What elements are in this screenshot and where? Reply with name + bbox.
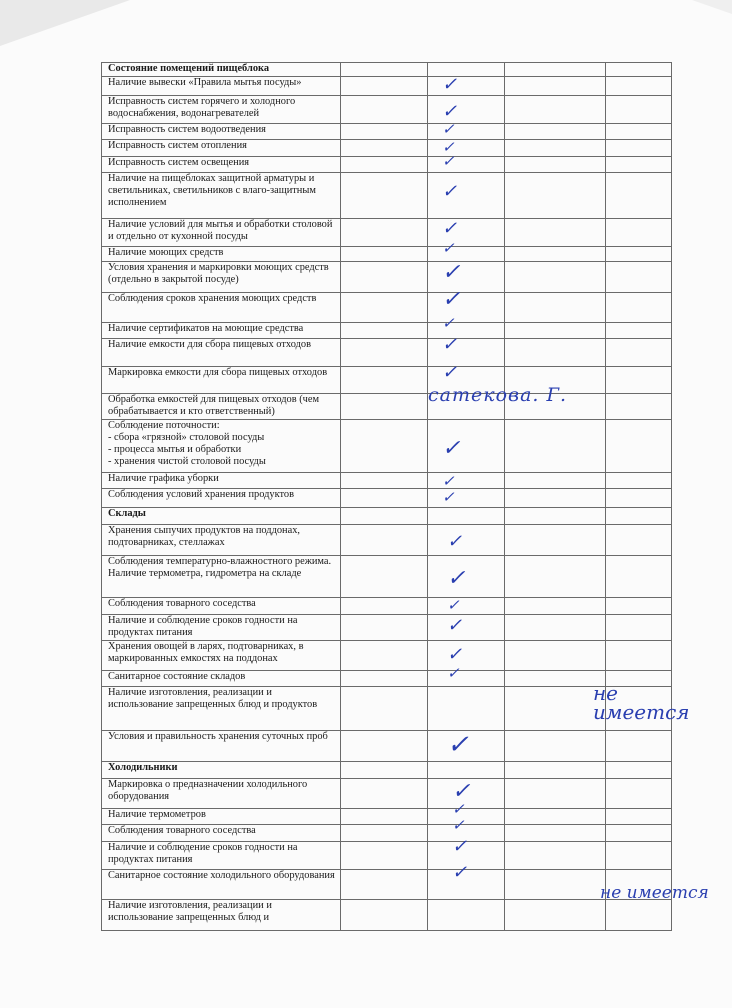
result-cell: [428, 262, 505, 293]
criterion-text: Хранения овощей в ларях, подтоварниках, в маркированных емкостях на поддонах: [102, 641, 341, 671]
note-text: не имеется: [593, 681, 690, 724]
criterion-text: Условия и правильность хранения суточных проб: [102, 731, 341, 762]
result-cell: [606, 825, 672, 841]
result-cell: [505, 841, 606, 870]
result-cell: [341, 394, 428, 420]
table-row: [102, 77, 672, 95]
result-cell: [505, 472, 606, 488]
result-cell: [341, 900, 428, 931]
checkmark-icon: ✓: [442, 181, 458, 202]
result-cell: [341, 779, 428, 809]
section-header-row: [102, 63, 672, 77]
result-cell: [341, 139, 428, 156]
table-row: [102, 139, 672, 156]
result-cell: [505, 77, 606, 95]
result-cell: [505, 338, 606, 366]
result-cell: [341, 687, 428, 731]
result-cell: [341, 555, 428, 597]
result-cell: [606, 507, 672, 524]
checkmark-icon: ✓: [442, 260, 461, 285]
result-cell: [505, 762, 606, 779]
criterion-text: Наличие графика уборки: [102, 472, 341, 488]
criterion-text: Соблюдения товарного соседства: [102, 825, 341, 841]
result-cell: [505, 731, 606, 762]
result-cell: [505, 219, 606, 247]
result-cell: [428, 900, 505, 931]
checkmark-icon: ✓: [442, 472, 455, 490]
result-cell: [341, 597, 428, 614]
table-row: [102, 124, 672, 139]
result-cell: [341, 507, 428, 524]
result-cell: [428, 246, 505, 261]
result-cell: [505, 825, 606, 841]
criterion-text: Исправность систем отопления: [102, 139, 341, 156]
checkmark-icon: ✓: [442, 362, 458, 383]
result-cell: [606, 322, 672, 338]
result-cell: [341, 825, 428, 841]
result-cell: [341, 671, 428, 687]
result-cell: [606, 139, 672, 156]
handwritten-not-present-note-1: [593, 681, 713, 724]
result-cell: [341, 809, 428, 825]
result-cell: [505, 489, 606, 507]
result-cell: [341, 292, 428, 322]
result-cell: [341, 366, 428, 394]
criterion-text: Хранения сыпучих продуктов на поддонах, подтоварниках, стеллажах: [102, 524, 341, 555]
result-cell: [606, 63, 672, 77]
criterion-text: Соблюдение поточности: - сбора «грязной» столовой посуды - процесса мытья и обработки - хранения чистой столовой посуды: [102, 419, 341, 472]
checkmark-icon: ✓: [442, 101, 458, 122]
result-cell: [341, 219, 428, 247]
criterion-text: Наличие вывески «Правила мытья посуды»: [102, 77, 341, 95]
section-header-row: [102, 507, 672, 524]
result-cell: [505, 524, 606, 555]
criterion-text: Наличие сертификатов на моющие средства: [102, 322, 341, 338]
note-text: не имеется: [600, 883, 709, 903]
result-cell: [606, 338, 672, 366]
inspection-checklist-table: [101, 62, 672, 931]
result-cell: [505, 322, 606, 338]
result-cell: [606, 262, 672, 293]
result-cell: [341, 614, 428, 641]
result-cell: [606, 597, 672, 614]
criterion-text: Наличие и соблюдение сроков годности на продуктах питания: [102, 614, 341, 641]
table-row: [102, 809, 672, 825]
result-cell: [341, 731, 428, 762]
table-row: [102, 900, 672, 931]
result-cell: [428, 870, 505, 900]
result-cell: [606, 95, 672, 124]
result-cell: [428, 322, 505, 338]
result-cell: [505, 507, 606, 524]
table-row: [102, 524, 672, 555]
table-row: [102, 555, 672, 597]
result-cell: [505, 809, 606, 825]
checkmark-icon: ✓: [447, 664, 460, 682]
result-cell: [428, 219, 505, 247]
criterion-text: Исправность систем освещения: [102, 157, 341, 173]
result-cell: [341, 841, 428, 870]
table-row: [102, 671, 672, 687]
result-cell: [606, 366, 672, 394]
result-cell: [505, 614, 606, 641]
result-cell: [428, 489, 505, 507]
checkmark-icon: ✓: [442, 287, 461, 312]
result-cell: [341, 95, 428, 124]
result-cell: [505, 63, 606, 77]
table-row: [102, 870, 672, 900]
checkmark-icon: ✓: [452, 836, 468, 857]
checkmark-icon: ✓: [442, 334, 458, 355]
checkmark-icon: ✓: [442, 436, 461, 461]
result-cell: [505, 597, 606, 614]
checkmark-icon: ✓: [442, 239, 455, 257]
criterion-text: Санитарное состояние складов: [102, 671, 341, 687]
checkmark-icon: ✓: [447, 531, 463, 552]
result-cell: [505, 292, 606, 322]
result-cell: [505, 671, 606, 687]
table-row: [102, 173, 672, 219]
checkmark-icon: ✓: [442, 120, 455, 138]
result-cell: [428, 120, 505, 139]
checkmark-icon: ✓: [442, 74, 458, 95]
checkmark-icon: ✓: [452, 800, 465, 818]
criterion-text: Условия хранения и маркировки моющих средств (отдельно в закрытой посуде): [102, 262, 341, 293]
result-cell: [606, 900, 672, 931]
criterion-text: Соблюдения сроков хранения моющих средств: [102, 292, 341, 322]
result-cell: [428, 63, 505, 77]
table-row: [102, 597, 672, 614]
result-cell: [606, 419, 672, 472]
criterion-text: Наличие термометров: [102, 809, 341, 825]
table-row: [102, 338, 672, 366]
result-cell: [606, 394, 672, 420]
table-row: [102, 157, 672, 173]
criterion-text: Санитарное состояние холодильного оборудования: [102, 870, 341, 900]
result-cell: [428, 157, 505, 173]
result-cell: [606, 641, 672, 671]
result-cell: [341, 157, 428, 173]
result-cell: [428, 95, 505, 124]
result-cell: [606, 524, 672, 555]
result-cell: [428, 779, 505, 809]
criterion-text: Соблюдения товарного соседства: [102, 597, 341, 614]
criterion-text: Холодильники: [102, 762, 341, 779]
table-row: [102, 489, 672, 507]
result-cell: [505, 779, 606, 809]
result-cell: [606, 489, 672, 507]
criterion-text: Соблюдения температурно-влажностного режима. Наличие термометра, гидрометра на складе: [102, 555, 341, 597]
table-row: [102, 246, 672, 261]
result-cell: [428, 173, 505, 219]
result-cell: [606, 779, 672, 809]
result-cell: [341, 173, 428, 219]
result-cell: [606, 472, 672, 488]
result-cell: [428, 74, 505, 95]
result-cell: [428, 292, 505, 322]
result-cell: [606, 841, 672, 870]
result-cell: [341, 338, 428, 366]
result-cell: [606, 219, 672, 247]
table-row: [102, 419, 672, 472]
result-cell: [428, 731, 505, 762]
checkmark-icon: ✓: [452, 816, 465, 834]
checkmark-icon: ✓: [447, 566, 466, 591]
scan-corner-shadow-right: [692, 0, 732, 14]
criterion-text: Обработка емкостей для пищевых отходов (чем обрабатывается и кто ответственный): [102, 394, 341, 420]
criterion-text: Соблюдения условий хранения продуктов: [102, 489, 341, 507]
criterion-text: Маркировка емкости для сбора пищевых отходов: [102, 366, 341, 394]
result-cell: [505, 157, 606, 173]
result-cell: [341, 246, 428, 261]
result-cell: [505, 870, 606, 900]
criterion-text: Состояние помещений пищеблока: [102, 63, 341, 77]
result-cell: [505, 641, 606, 671]
result-cell: [606, 731, 672, 762]
criterion-text: Наличие моющих средств: [102, 246, 341, 261]
checkmark-icon: ✓: [447, 596, 460, 614]
table-row: [102, 731, 672, 762]
section-header-row: [102, 762, 672, 779]
result-cell: [505, 555, 606, 597]
result-cell: [341, 77, 428, 95]
table-row: [102, 219, 672, 247]
result-cell: [505, 139, 606, 156]
result-cell: [341, 419, 428, 472]
result-cell: [606, 292, 672, 322]
table-row: [102, 779, 672, 809]
result-cell: [505, 419, 606, 472]
criterion-text: Наличие и соблюдение сроков годности на продуктах питания: [102, 841, 341, 870]
result-cell: [428, 472, 505, 488]
table-row: [102, 262, 672, 293]
table-row: [102, 292, 672, 322]
table-row: [102, 366, 672, 394]
result-cell: [606, 246, 672, 261]
result-cell: [505, 173, 606, 219]
checkmark-icon: ✓: [452, 779, 471, 804]
criterion-text: Исправность систем водоотведения: [102, 124, 341, 139]
checkmark-icon: ✓: [442, 314, 455, 332]
result-cell: [428, 139, 505, 156]
table-row: [102, 641, 672, 671]
result-cell: [505, 687, 606, 731]
result-cell: [341, 262, 428, 293]
result-cell: [606, 173, 672, 219]
criterion-text: Исправность систем горячего и холодного водоснабжения, водонагревателей: [102, 95, 341, 124]
result-cell: [606, 762, 672, 779]
checkmark-icon: ✓: [447, 615, 463, 636]
result-cell: [606, 157, 672, 173]
checkmark-icon: ✓: [447, 730, 469, 760]
table-row: [102, 472, 672, 488]
result-cell: [428, 641, 505, 671]
table-row: [102, 322, 672, 338]
result-cell: [341, 870, 428, 900]
table-row: [102, 95, 672, 124]
table-row: [102, 687, 672, 731]
scan-corner-shadow: [0, 0, 130, 46]
result-cell: [428, 597, 505, 614]
result-cell: [428, 841, 505, 870]
criterion-text: Маркировка о предназначении холодильного оборудования: [102, 779, 341, 809]
criterion-text: Склады: [102, 507, 341, 524]
result-cell: [606, 77, 672, 95]
result-cell: [341, 524, 428, 555]
criterion-text: Наличие изготовления, реализации и использование запрещенных блюд и: [102, 900, 341, 931]
result-cell: [341, 489, 428, 507]
result-cell: [505, 262, 606, 293]
result-cell: [428, 555, 505, 597]
checkmark-icon: ✓: [442, 218, 458, 239]
checkmark-icon: ✓: [452, 862, 468, 883]
result-cell: [341, 762, 428, 779]
result-cell: [341, 124, 428, 139]
result-cell: [505, 95, 606, 124]
table-row: [102, 841, 672, 870]
result-cell: [606, 614, 672, 641]
handwritten-not-present-note-2: [600, 883, 710, 903]
criterion-text: Наличие емкости для сбора пищевых отходов: [102, 338, 341, 366]
table-row: [102, 614, 672, 641]
result-cell: [505, 246, 606, 261]
criterion-text: Наличие изготовления, реализации и использование запрещенных блюд и продуктов: [102, 687, 341, 731]
handwritten-responsible-name: сатекова. Г.: [428, 384, 568, 406]
result-cell: [428, 825, 505, 841]
table-row: [102, 825, 672, 841]
checkmark-icon: ✓: [447, 644, 463, 665]
result-cell: [505, 900, 606, 931]
checkmark-icon: ✓: [442, 152, 455, 170]
result-cell: [428, 671, 505, 687]
criterion-text: Наличие на пищеблоках защитной арматуры и светильниках, светильников с влаго-защитным исполнением: [102, 173, 341, 219]
result-cell: [428, 524, 505, 555]
result-cell: [428, 334, 505, 366]
result-cell: [428, 507, 505, 524]
criterion-text: Наличие условий для мытья и обработки столовой и отдельно от кухонной посуды: [102, 219, 341, 247]
checkmark-icon: ✓: [442, 488, 455, 506]
result-cell: [428, 762, 505, 779]
result-cell: [606, 555, 672, 597]
result-cell: [505, 124, 606, 139]
result-cell: [341, 63, 428, 77]
result-cell: [428, 419, 505, 472]
checkmark-icon: ✓: [442, 138, 455, 156]
result-cell: [341, 472, 428, 488]
result-cell: [428, 614, 505, 641]
result-cell: [341, 322, 428, 338]
result-cell: [428, 809, 505, 825]
result-cell: [341, 641, 428, 671]
result-cell: [428, 687, 505, 731]
result-cell: [606, 809, 672, 825]
table-row: [102, 394, 672, 420]
result-cell: [606, 124, 672, 139]
